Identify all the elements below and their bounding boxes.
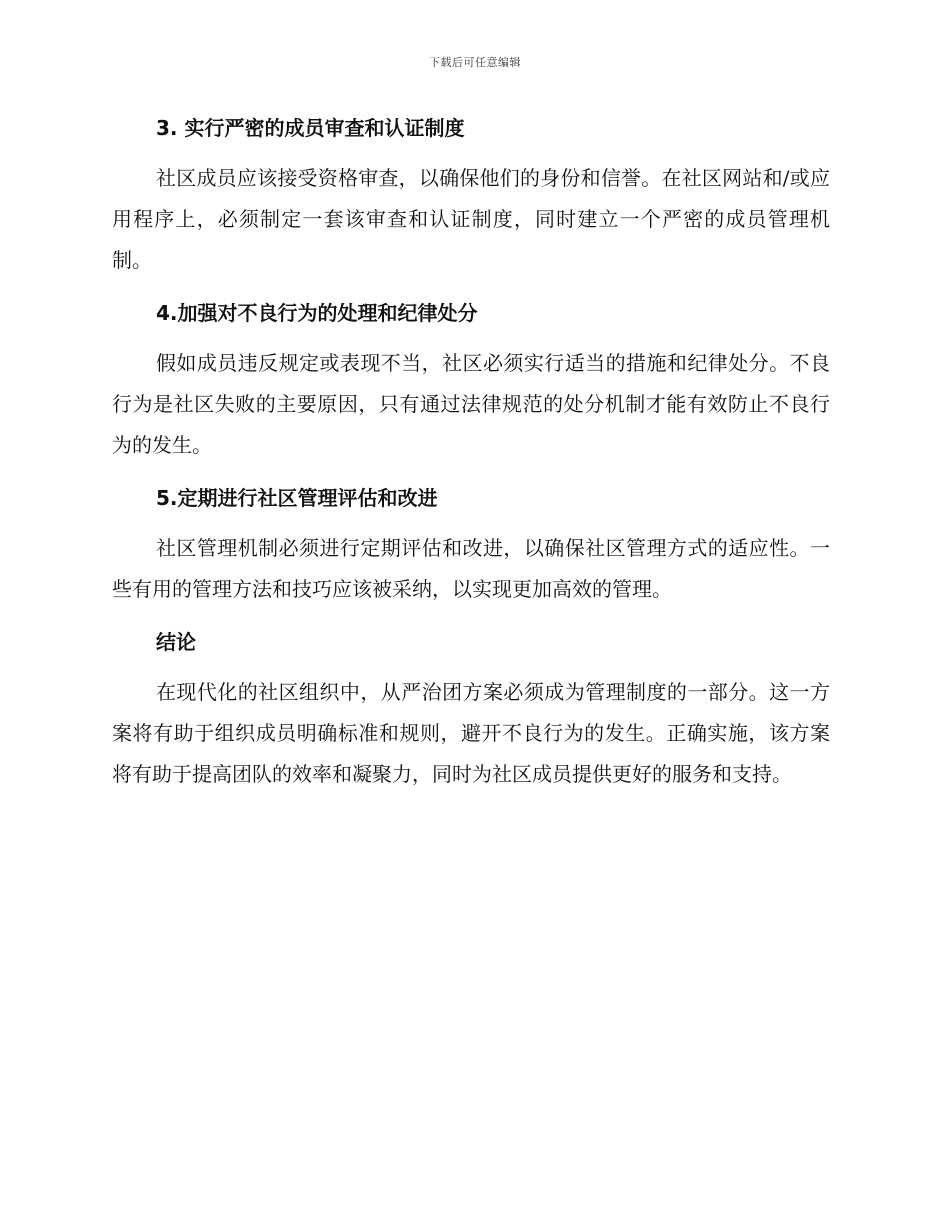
section-heading-4: 4.加强对不良行为的处理和纪律处分 bbox=[156, 301, 478, 325]
document-body bbox=[112, 108, 830, 795]
header-note: 下载后可任意编辑 bbox=[429, 56, 521, 69]
section-paragraph-5: 社区管理机制必须进行定期评估和改进，以确保社区管理方式的适应性。一些有用的管理方法和技巧应该被采纳，以实现更加高效的管理。 bbox=[112, 536, 830, 601]
section-heading-5: 5.定期进行社区管理评估和改进 bbox=[156, 486, 438, 510]
section-paragraph-4: 假如成员违反规定或表现不当，社区必须实行适当的措施和纪律处分。不良行为是社区失败的主要原因，只有通过法律规范的处分机制才能有效防止不良行为的发生。 bbox=[112, 351, 830, 457]
section-heading-3: 3. 实行严密的成员审查和认证制度 bbox=[156, 116, 465, 140]
section-paragraph-3: 社区成员应该接受资格审查，以确保他们的身份和信誉。在社区网站和/或应用程序上，必须制定一套该审查和认证制度，同时建立一个严密的成员管理机制。 bbox=[112, 166, 830, 272]
conclusion-paragraph: 在现代化的社区组织中，从严治团方案必须成为管理制度的一部分。这一方案将有助于组织成员明确标准和规则，避开不良行为的发生。正确实施，该方案将有助于提高团队的效率和凝聚力，同时为社区成员提供更好的服务和支持。 bbox=[112, 680, 830, 786]
conclusion-heading: 结论 bbox=[156, 630, 196, 654]
